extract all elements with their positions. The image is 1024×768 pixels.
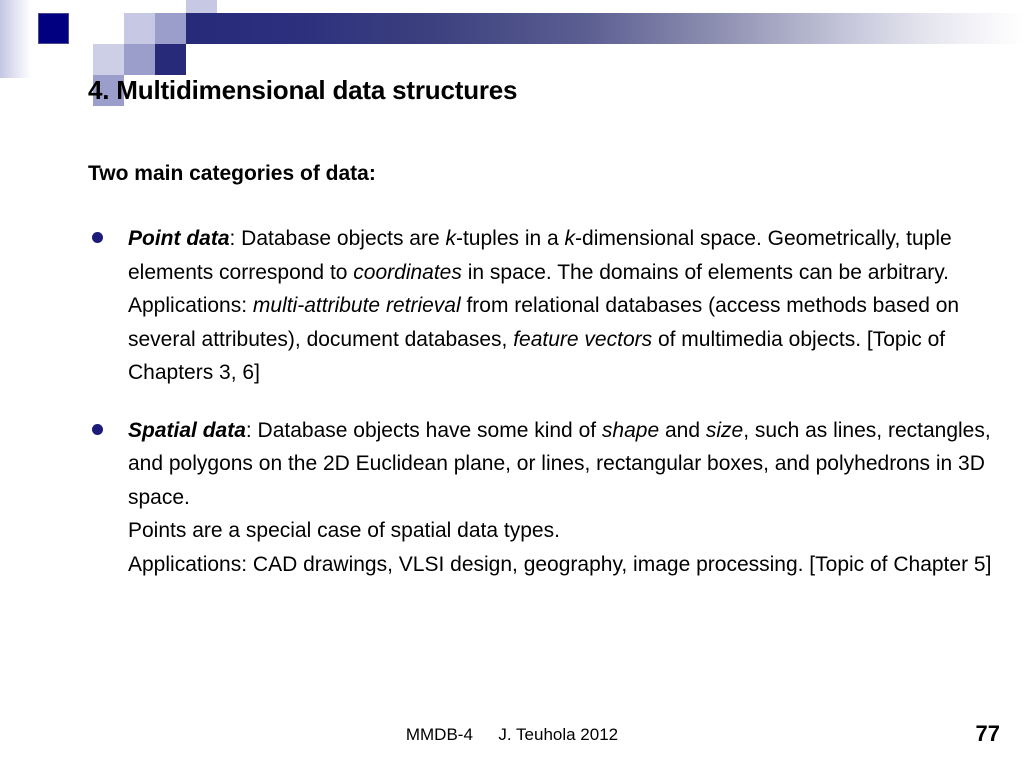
footer-author: J. Teuhola 2012 <box>498 725 619 744</box>
gradient-strip <box>0 0 31 78</box>
decorative-square <box>124 13 155 44</box>
decorative-square <box>124 44 155 75</box>
page-number: 77 <box>975 721 1000 746</box>
slide-subtitle: Two main categories of data: <box>88 162 376 185</box>
decorative-square <box>155 44 186 75</box>
list-item-text: Point data: Database objects are k-tuples in a k-dimensional space. Geometrically, tuple elements correspond to coordinates in space. The domains of elements can be arbitrary. Applications: multi-attribute retrieval from relational databases (access methods based on several attributes), document databases, feature vectors of multimedia objects. [Topic of Chapters 3, 6] <box>128 227 960 384</box>
decorative-square-dark <box>38 13 69 44</box>
slide-title: 4. Multidimensional data structures <box>88 75 518 105</box>
bullet-dot-icon <box>92 232 103 243</box>
list-item <box>88 414 1013 582</box>
slide-footer <box>0 721 1024 755</box>
list-item <box>88 222 1013 390</box>
header-decoration <box>0 0 1024 78</box>
footer-attribution <box>0 725 1024 745</box>
header-gradient-bar <box>186 13 1024 44</box>
footer-course-code: MMDB-4 <box>405 725 473 744</box>
decorative-square <box>93 44 124 75</box>
decorative-square <box>186 0 217 13</box>
list-item-text: Spatial data: Database objects have some kind of shape and size, such as lines, rectangles, and polygons on the 2D Euclidean plane, or lines, rectangular boxes, and polyhedrons in 3D space. Points are a special case of spatial data types. Applications: CAD drawings, VLSI design, geography, image processing. [Topic of Chapter 5] <box>128 418 992 576</box>
decorative-square <box>155 13 186 44</box>
bullet-dot-icon <box>92 424 103 435</box>
bullet-list <box>88 222 1013 605</box>
